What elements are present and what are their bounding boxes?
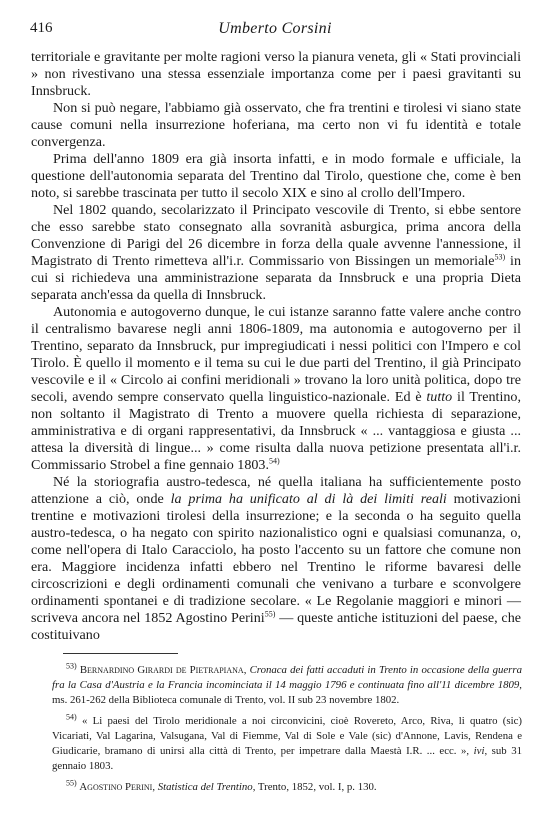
footnote-text: , Trento, 1852, vol. I, p. 130. [252, 781, 377, 793]
running-head-author: Umberto Corsini [218, 20, 332, 37]
footnote-ref-53: 53) [494, 252, 506, 262]
paragraph [31, 100, 521, 151]
footnotes [52, 663, 522, 801]
footnote-text: , ms. 261-262 della Biblioteca comunale di Trento, vol. II sub 23 novembre 1802. [52, 679, 522, 706]
paragraph-text: Nel 1802 quando, secolarizzato il Principato vescovile di Trento, si ebbe sentore che esso sarebbe stato consegnato alla sovranità asburgica, prima ancora della Convenzione di Parigi del 26 dicembre in forza della quale avvenne l'annessione, il Magistrato di Trento rimetteva all'i.r. Commissario von Bissingen un memoriale [31, 202, 521, 269]
footnote-text: , sub 31 gennaio 1803. [52, 745, 522, 772]
footnote-ivi: ivi [473, 745, 485, 757]
emphasis: la prima ha unificato al di là dei limiti reali [170, 491, 447, 507]
paragraph-text: — queste antiche istituzioni del paese, che costituivano [31, 610, 521, 643]
footnote-author: Agostino Perini [79, 781, 153, 793]
paragraph [31, 304, 521, 474]
footnote-number: 53) [66, 661, 77, 671]
footnote-ref-55: 55) [264, 609, 276, 619]
footnote-text: « Li paesi del Tirolo meridionale a noi circonvicini, cioè Rovereto, Arco, Riva, li quatro (sic) Vicariati, Val Lagarina, Valsugana, Val di Fiemme, Val di Sole e Vale (sic) d'Annone, Lavis, Rendena e Giudicarie, bramano di unirsi alla città di Trento, per impetrare dalla Maestà I.R. ... ecc. », [52, 715, 522, 757]
paragraph-text: Né la storiografia austro-tedesca, né quella italiana ha sufficientemente posto attenzione a ciò, onde [31, 474, 521, 507]
paragraph [31, 202, 521, 304]
paragraph-text: Prima dell'anno 1809 era già insorta infatti, e in modo formale e ufficiale, la questione dell'autonomia separata del Trentino dal Tirolo, questione che, come è ben noto, si sarebbe trascinata per tutto il secolo XIX e sino al crollo dell'Impero. [31, 151, 521, 201]
paragraph [31, 49, 521, 100]
footnote-number: 54) [66, 712, 77, 722]
page-header [30, 20, 520, 42]
paragraph-text: motivazioni trentine e motivazioni tirolesi della insurrezione; e la seconda o ha seguito quella austro-tedesca, o ha negato con spirito nazionalistico ogni e qualsiasi comunanza, o, come nell'opera di Italo Caracciolo, ha posto l'accento su un fattore che comune non era. Maggiore incidenza infatti ebbero nel Trentino le riforme bavaresi delle circoscrizioni e degli ordinamenti comunali che venivano a turbare e sconvolgere ordinamenti spontanei e di tradizione secolare. « Le Regolanie maggiori e minori — scriveva ancora nel 1852 Agostino Perini [31, 491, 521, 626]
footnote-number: 55) [66, 778, 77, 788]
footnote-divider [63, 653, 178, 654]
page-number: 416 [30, 20, 53, 36]
footnote-53: $^{53)}$ Bernardino Girardi de Pietrapiana, Cronaca dei fatti accaduti in Trento in occasione della guerra fra la Casa d'Austria e la Francia incominciata il 14 maggio 1796 e continuata fino all'11 dicembre 1809, ms. 261-262 della Biblioteca comunale di Trento, vol. II sub 23 novembre 1802. [52, 661, 522, 706]
paragraph-text: in cui si richiedeva una amministrazione separata da Innsbruck e una propria Dieta separata anch'essa da quella di Innsbruck. [31, 253, 521, 303]
footnote-ref-54: 54) [269, 456, 280, 466]
footnote-55: $^{55)}$ Agostino Perini, Statistica del Trentino, Trento, 1852, vol. I, p. 130. [66, 778, 377, 793]
footnote-54 [52, 714, 522, 774]
paragraph-text: territoriale e gravitante per molte ragioni verso la pianura veneta, gli « Stati provinciali » non rivestivano una stessa essenziale importanza come per i paesi gravitanti su Innsbruck. [31, 49, 521, 99]
footnote-title: Statistica del Trentino [157, 781, 253, 793]
paragraph-text: il Trentino, non soltanto il Magistrato di Trento a muovere quella richiesta di separazione, amministrativa e di organi rappresentativi, da Innsbruck « ... vantaggiosa e giusta ... attesa la diversità di lingue... » come risulta dalla nuova petizione presentata all'i.r. Commissario Strobel a fine gennaio 1803. [31, 389, 521, 473]
footnote-author: Bernardino Girardi de Pietrapiana [79, 664, 244, 676]
main-text [31, 49, 521, 644]
paragraph [31, 474, 521, 644]
footnote-title: Cronaca dei fatti accaduti in Trento in occasione della guerra fra la Casa d'Austria e la Francia incominciata il 14 maggio 1796 e continuata fino all'11 dicembre 1809 [52, 664, 522, 691]
paragraph-text: Non si può negare, l'abbiamo già osservato, che fra trentini e tirolesi vi siano state cause comuni nella insurrezione hoferiana, ma certo non vi fu identità e totale convergenza. [31, 100, 521, 150]
emphasis: tutto [426, 389, 453, 405]
paragraph-text: Autonomia e autogoverno dunque, le cui istanze saranno fatte valere anche contro il centralismo bavarese negli anni 1806-1809, ma autonomia e autogoverno per il Trentino, separato da Innsbruck, pur impregiudicati i nessi politici con l'Impero e col Tirolo. È quello il momento e il tema su cui le due parti del Trentino, il già Principato vescovile e il « Circolo ai confini meridionali » trovano la loro unità politica, dopo tre secoli, avendo sempre conservato quella linguistico-nazionale. Ed è [31, 304, 521, 405]
paragraph [31, 151, 521, 202]
